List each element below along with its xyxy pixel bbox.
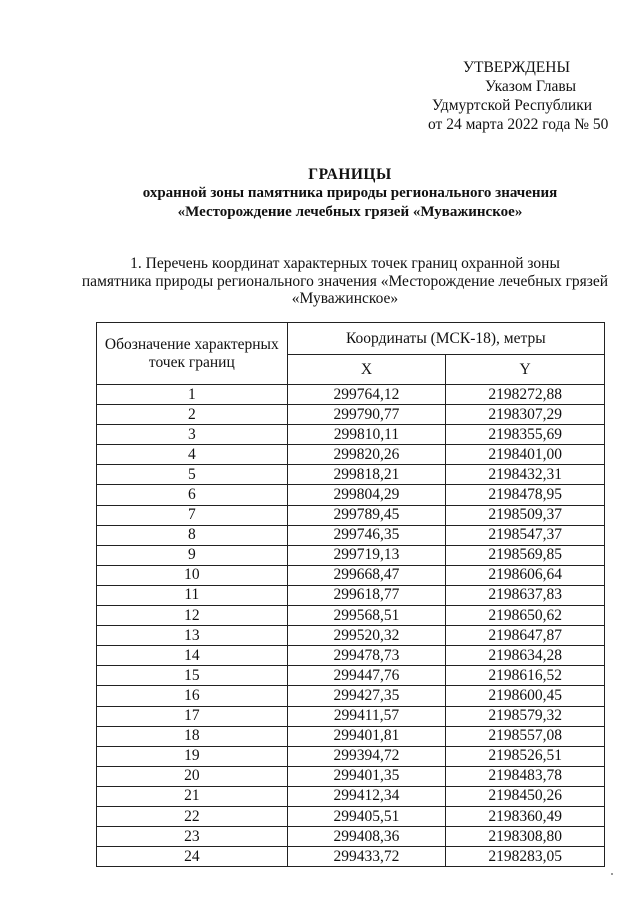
coord-y: 2198307,29 (446, 405, 605, 425)
column-header-point (97, 323, 288, 385)
paragraph-line: памятника природы регионального значения «Месторождение лечебных грязей (81, 272, 609, 290)
point-number: 5 (97, 465, 288, 485)
table-row (97, 385, 605, 405)
coord-x: 299790,77 (287, 405, 446, 425)
coord-x: 299820,26 (287, 445, 446, 465)
paragraph-line: «Муважинское» (291, 290, 399, 307)
section-paragraph (65, 255, 625, 308)
coord-y: 2198450,26 (446, 786, 605, 806)
coord-x: 299568,51 (287, 606, 446, 626)
point-number: 10 (97, 565, 288, 585)
point-number: 19 (97, 746, 288, 766)
table-row (97, 405, 605, 425)
coord-y: 2198600,45 (446, 686, 605, 706)
approval-republic: Удмуртской Республики (432, 97, 593, 114)
table-row (97, 766, 605, 786)
coord-y: 2198308,80 (446, 827, 605, 847)
table-row (97, 465, 605, 485)
coord-y: 2198509,37 (446, 505, 605, 525)
coord-x: 299478,73 (287, 646, 446, 666)
coord-y: 2198360,49 (446, 806, 605, 826)
coord-x: 299668,47 (287, 565, 446, 585)
table-row (97, 626, 605, 646)
coord-y: 2198647,87 (446, 626, 605, 646)
coord-x: 299764,12 (287, 385, 446, 405)
coord-y: 2198272,88 (446, 385, 605, 405)
table-row (97, 505, 605, 525)
coord-y: 2198579,32 (446, 706, 605, 726)
column-header-y: Y (446, 355, 605, 385)
table-row (97, 847, 605, 867)
coord-x: 299618,77 (287, 585, 446, 605)
table-row (97, 786, 605, 806)
coord-x: 299719,13 (287, 545, 446, 565)
coord-y: 2198557,08 (446, 726, 605, 746)
coord-x: 299433,72 (287, 847, 446, 867)
heading-title: ГРАНИЦЫ (308, 166, 392, 183)
point-number: 18 (97, 726, 288, 746)
coord-y: 2198526,51 (446, 746, 605, 766)
coord-x: 299447,76 (287, 666, 446, 686)
point-number: 8 (97, 525, 288, 545)
coord-x: 299408,36 (287, 827, 446, 847)
table-row (97, 706, 605, 726)
coord-x: 299520,32 (287, 626, 446, 646)
coord-y: 2198432,31 (446, 465, 605, 485)
document-heading (40, 165, 640, 222)
point-number: 14 (97, 646, 288, 666)
heading-object-name: «Месторождение лечебных грязей «Муважинское» (177, 204, 523, 220)
point-number: 17 (97, 706, 288, 726)
table-row (97, 425, 605, 445)
scan-speck (611, 873, 613, 875)
point-number: 4 (97, 445, 288, 465)
coord-y: 2198606,64 (446, 565, 605, 585)
point-number: 12 (97, 606, 288, 626)
point-number: 11 (97, 585, 288, 605)
point-number: 20 (97, 766, 288, 786)
point-number: 2 (97, 405, 288, 425)
coord-x: 299401,35 (287, 766, 446, 786)
heading-subtitle: охранной зоны памятника природы регионального значения (142, 185, 558, 201)
approval-block (400, 58, 640, 134)
table-row (97, 585, 605, 605)
point-number: 7 (97, 505, 288, 525)
coord-y: 2198401,00 (446, 445, 605, 465)
coord-x: 299412,34 (287, 786, 446, 806)
table-row (97, 646, 605, 666)
table-row (97, 726, 605, 746)
table-row (97, 545, 605, 565)
table-row (97, 806, 605, 826)
approval-decree: Указом Главы (485, 78, 577, 95)
point-number: 23 (97, 827, 288, 847)
point-number: 6 (97, 485, 288, 505)
table-row (97, 606, 605, 626)
point-number: 3 (97, 425, 288, 445)
point-number: 24 (97, 847, 288, 867)
coord-y: 2198650,62 (446, 606, 605, 626)
coord-y: 2198616,52 (446, 666, 605, 686)
coord-x: 299411,57 (287, 706, 446, 726)
coord-x: 299810,11 (287, 425, 446, 445)
point-number: 9 (97, 545, 288, 565)
table-row (97, 525, 605, 545)
table-row (97, 445, 605, 465)
coord-x: 299427,35 (287, 686, 446, 706)
coord-y: 2198355,69 (446, 425, 605, 445)
paragraph-line: 1. Перечень координат характерных точек границ охранной зоны (130, 255, 560, 272)
coord-y: 2198283,05 (446, 847, 605, 867)
coord-x: 299401,81 (287, 726, 446, 746)
column-header-coordinates: Координаты (МСК-18), метры (287, 323, 604, 355)
table-row (97, 565, 605, 585)
coord-x: 299746,35 (287, 525, 446, 545)
table-row (97, 666, 605, 686)
coord-x: 299394,72 (287, 746, 446, 766)
coordinates-table (96, 322, 605, 867)
table-row (97, 746, 605, 766)
coord-y: 2198637,83 (446, 585, 605, 605)
coord-y: 2198478,95 (446, 485, 605, 505)
approval-title: УТВЕРЖДЕНЫ (463, 59, 570, 76)
coord-x: 299405,51 (287, 806, 446, 826)
coord-x: 299789,45 (287, 505, 446, 525)
coord-x: 299804,29 (287, 485, 446, 505)
table-row (97, 827, 605, 847)
column-header-x: X (287, 355, 446, 385)
point-number: 22 (97, 806, 288, 826)
point-number: 13 (97, 626, 288, 646)
point-number: 16 (97, 686, 288, 706)
approval-date: от 24 марта 2022 года № 50 (428, 116, 609, 133)
column-header-point-line2: точек границ (148, 353, 235, 371)
coord-y: 2198483,78 (446, 766, 605, 786)
point-number: 1 (97, 385, 288, 405)
point-number: 21 (97, 786, 288, 806)
coord-y: 2198634,28 (446, 646, 605, 666)
point-number: 15 (97, 666, 288, 686)
coord-y: 2198547,37 (446, 525, 605, 545)
column-header-point-line1: Обозначение характерных (104, 335, 279, 353)
coord-y: 2198569,85 (446, 545, 605, 565)
coord-x: 299818,21 (287, 465, 446, 485)
table-row (97, 485, 605, 505)
table-row (97, 686, 605, 706)
